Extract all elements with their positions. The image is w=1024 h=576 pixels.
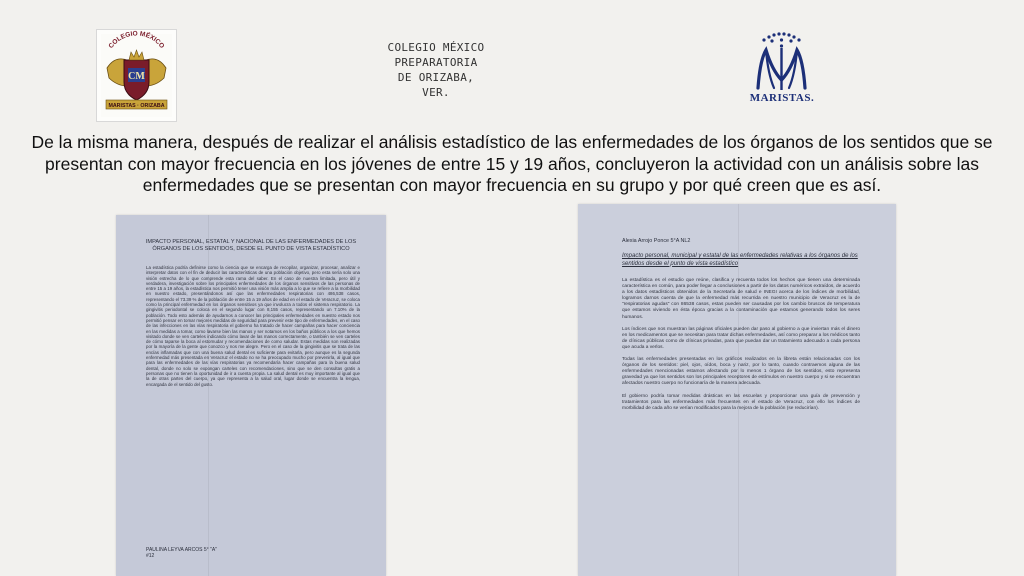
school-name-line: PREPARATORIA: [394, 56, 478, 69]
document-2-body: [622, 278, 860, 418]
svg-text:CM: CM: [128, 71, 145, 82]
document-2-paragraph: El gobierno podría tomar medidas drásticas en las escuelas y proporcionar una guía de prevención y tratamientos para las enfermedades más frecuentes en el estado de Veracruz, con ello los índices de morbilidad de cada año se verían modificados para la mejora de la población (se reducirían).: [622, 393, 860, 411]
crest-top-text: COLEGIO MÉXICO: [107, 30, 166, 50]
school-name-line: COLEGIO MÉXICO: [387, 41, 485, 54]
colegio-mexico-crest-icon: [96, 29, 177, 122]
document-2-paragraph: Todas las enfermedades presentadas en los gráficos realizados en la libreta están relacionadas con los órganos de los sentidos: piel, ojos, oídos, boca y nariz, por lo tanto, cuando contraemos alguna de las enfermedades mencionadas estamos afectando por lo menos 1 órgano de los sentidos, esto representa gravedad ya que los sentidos son los principales receptores de estímulos en nuestro cuerpo y si se encuentran afectados nuestro cuerpo no funcionaría de la manera adecuada.: [622, 357, 860, 387]
document-2-author: Alexia Arrojo Ponce 5°A NL2: [622, 238, 691, 244]
school-name: [376, 40, 496, 100]
document-1-title: IMPACTO PERSONAL, ESTATAL Y NACIONAL DE LAS ENFERMEDADES DE LOS ÓRGANOS DE LOS SENTIDOS, DESDE EL PUNTO DE VISTA ESTADÍSTICO: [145, 239, 357, 252]
document-1-signature: [146, 547, 217, 559]
signature-name: PAULINA LEYVA ARCOS 5° "A": [146, 547, 217, 553]
document-2-paragraph: Los índices que nos muestran las páginas oficiales pueden dar paso al gobierno a que inviertan más el dinero en los medicamentos que se necesitan para tratar dichas enfermedades, así como preparar a los médicos tanto de clínicas públicas como de clínicas privadas, para que puedan dar un tratamiento adecuado a cada persona que acuda a verlos.: [622, 326, 860, 350]
document-2-paragraph: La estadística es el estudio que reúne, clasifica y recuenta todos los hechos que tienen una determinada característica en común, para poder llegar a conclusiones a partir de los datos numéricos extraídos, de acuerdo a los datos estadísticos obtenidos de la Secretaría de salud e INEGI acerca de los índices de morbilidad, logramos darnos cuenta de que la enfermedad más recurrida en nuestro municipio de Veracruz es la de "respiratorias agudas" con 86538 casos, estas pueden ser causadas por los cambio bruscos de temperatura que estamos viviendo en ésta época gracias a la contaminación que estamos generando todos los seres humanos.: [622, 278, 860, 320]
student-document-photo-1: [116, 215, 386, 576]
school-name-line: DE ORIZABA,: [397, 71, 475, 84]
main-paragraph: De la misma manera, después de realizar el análisis estadístico de las enfermedades de los órganos de los sentidos que se presentan con mayor frecuencia en los jóvenes de entre 15 y 19 años, concluyeron la actividad con un análisis sobre las enfermedades que se presentan con mayor frecuencia en su grupo y por qué creen que es así.: [31, 132, 993, 195]
document-2-title: Impacto personal, municipal y estatal de las enfermedades relativas a los órganos de los sentidos desde el punto de vista estadístico: [622, 253, 858, 267]
document-1-body: La estadística podría definirse como la ciencia que se encarga de recopilar, organizar, procesar, analizar e interpretar datos con el fin de deducir las características de una población objetivo, pero esta sería solo una visión estrecha de lo que comprende esta rama del saber. En el caso de nuestra limitada, pero útil y verdadera, investigación sobre los principales enfermedades de los órganos sensitivos de las personas de entre 15 a 19 años, la estadística nos permitió tener una visión más amplia a lo que se refiere a la morbilidad en nuestro estado, presentándonos así que las enfermedades respiratorias con 486,538 casos, representando el 73.39 % de la población de entre 15 a 19 años de edad en el estado de Veracruz, se coloca como la principal enfermedad en los órganos sensitivos ya que involucra a todos el sistema respiratorio. La gingivitis periodontal se coloca en el segundo lugar con 8,155 casos, representando un 7.10% de la población. Todo esto además de ayudarnos a conocer las principales enfermedades en nuestro estado nos permitió pensar en tomar mejores medidas de seguridad para prevenir este tipo de enfermedades, en el caso de las infecciones en las vías respiratoria el gobierno ha tratado de hacer campañas para hacer conciencia en las medidas a tomar, como lavarse bien las manos y ser notamos en los baños públicos a los que hemos visitado donde se ven carteles indicando cómo lavar de las manos correctamente, o también se ven carteles de cómo taparse la boca al estornudar y recomendaciones de como saludar. Estas medidas son realizadas por la mayoría de la gente que conozco y nos me alegre. Pero en el caso de la gingivitis que se trata de las encías inflamadas que con una buena salud dental es suficiente para evitarla, pero aunque es la segunda enfermedad más presentada en Veracruz el estado no se ha preocupado mucho por prevenirla, al igual que para las enfermedades de las vías respiratorias ya recomendaría hacer campañas para la buena salud dental, donde no solo se expongan carteles con recomendaciones, sino que se den consultas gratis a personas que no tienen la oportunidad de ir a cuenta propia. La salud dental es muy importante al igual que la de otras partes del cuerpo, ya que representa a la salud oral, lugar donde se encuentra la lengua, encargada de el sentido del gusto.: [146, 265, 360, 387]
crest-banner-text: MARISTAS · ORIZABA: [108, 103, 165, 109]
student-document-photo-2: [578, 204, 896, 576]
school-name-line: VER.: [422, 86, 450, 99]
maristas-logo-label: MARISTAS.: [749, 92, 815, 104]
signature-number: #12: [146, 553, 155, 559]
